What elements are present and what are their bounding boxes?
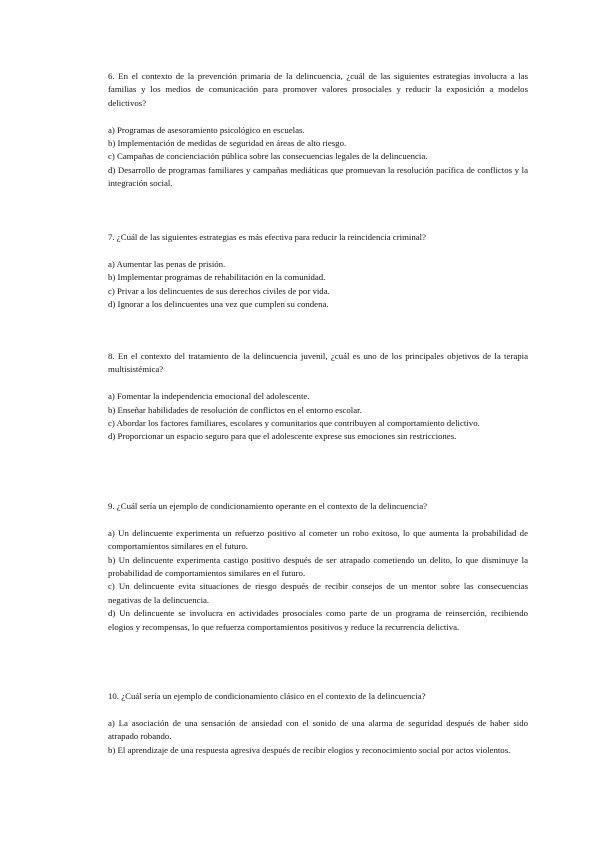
option-a: a) Aumentar las penas de prisión.	[108, 258, 226, 269]
option-d: d) Proporcionar un espacio seguro para que el adolescente exprese sus emociones sin restricciones.	[108, 431, 457, 442]
option-b: b) Implementar programas de rehabilitación en la comunidad.	[108, 272, 326, 283]
option-b: b) Enseñar habilidades de resolución de conflictos en el entorno escolar.	[108, 404, 362, 415]
option-c: c) Privar a los delincuentes de sus derechos civiles de por vida.	[108, 285, 330, 296]
option-b: b) Implementación de medidas de seguridad en áreas de alto riesgo.	[108, 138, 347, 149]
option-d: d) Desarrollo de programas familiares y campañas mediáticas que promuevan la resolución pacífica de conflictos y la integración social.	[108, 164, 528, 189]
question-stem: 8. En el contexto del tratamiento de la delincuencia juvenil, ¿cuál es uno de los principales objetivos de la terapia multisistémica?	[108, 351, 528, 375]
option-d: d) Ignorar a los delincuentes una vez que cumplen su condena.	[108, 299, 329, 310]
option-a: a) Programas de asesoramiento psicológico en escuelas.	[108, 124, 305, 135]
question-stem: 6. En el contexto de la prevención primaria de la delincuencia, ¿cuál de las siguientes estrategias involucra a las familias y los medios de comunicación para promover valores prosociales y reducir la exposición a modelos delictivos?	[108, 71, 528, 108]
option-c: c) Abordar los factores familiares, escolares y comunitarios que contribuyen al comportamiento delictivo.	[108, 418, 480, 429]
question-stem: 9. ¿Cuál sería un ejemplo de condicionamiento operante en el contexto de la delincuencia?	[108, 501, 428, 511]
question-stem: 10. ¿Cuál sería un ejemplo de condicionamiento clásico en el contexto de la delincuencia?	[108, 691, 426, 701]
option-b: b) El aprendizaje de una respuesta agresiva después de recibir elogios y reconocimiento social por actos violentos.	[108, 744, 511, 755]
option-d: d) Un delincuente se involucra en actividades prosociales como parte de un programa de reinserción, recibiendo elogios y recompensas, lo que refuerza comportamientos positivos y reduce la recurrencia delictiva.	[108, 608, 528, 632]
option-a: a) Un delincuente experimenta un refuerzo positivo al cometer un robo exitoso, lo que aumenta la probabilidad de comportamientos similares en el futuro.	[108, 527, 528, 552]
question-7	[108, 231, 528, 311]
question-stem: 7. ¿Cuál de las siguientes estrategias es más efectiva para reducir la reincidencia criminal?	[108, 232, 427, 242]
option-c: c) Un delincuente evita situaciones de riesgo después de recibir consejos de un mentor sobre las consecuencias negativas de la delincuencia.	[108, 581, 528, 605]
question-10	[108, 690, 528, 757]
option-a: a) La asociación de una sensación de ansiedad con el sonido de una alarma de seguridad después de haber sido atrapado robando.	[108, 717, 528, 742]
option-a: a) Fomentar la independencia emocional del adolescente.	[108, 391, 310, 402]
question-8	[108, 350, 528, 444]
option-c: c) Campañas de concienciación pública sobre las consecuencias legales de la delincuencia.	[108, 151, 428, 162]
question-6	[108, 70, 528, 191]
option-b: b) Un delincuente experimenta castigo positivo después de ser atrapado cometiendo un delito, lo que disminuye la probabilidad de comportamientos similares en el futuro.	[108, 554, 528, 579]
question-9	[108, 500, 528, 634]
